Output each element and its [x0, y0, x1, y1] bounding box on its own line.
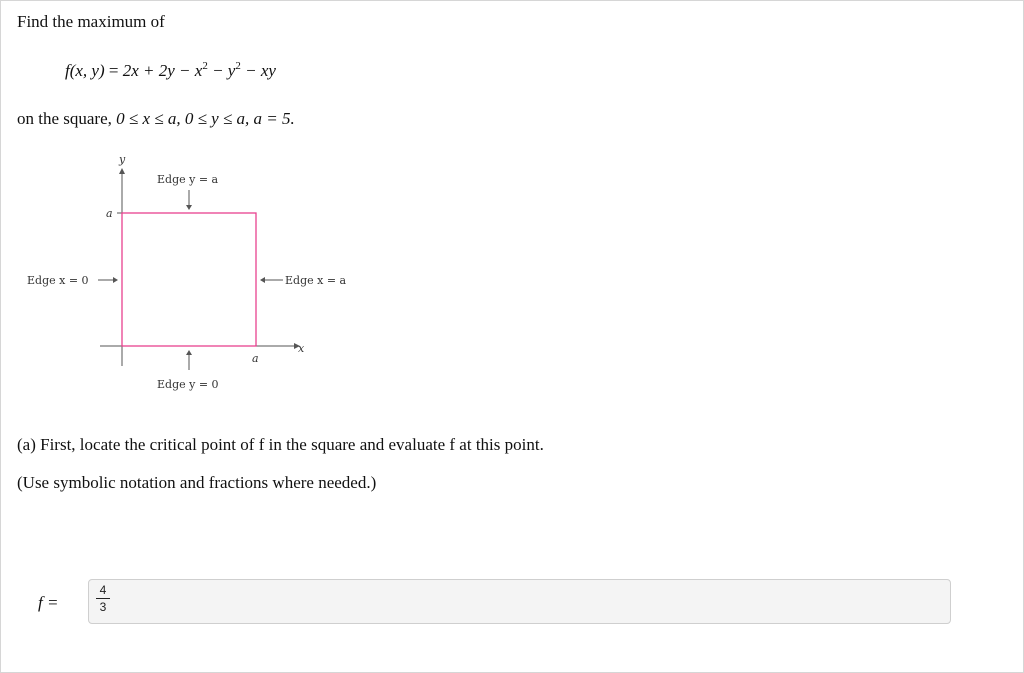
domain-prefix: on the square, [17, 109, 117, 128]
formula-exp-1: 2 [202, 60, 208, 72]
edge-left-label: Edge x = 0 [27, 274, 89, 287]
edge-top-label: Edge y = a [157, 173, 219, 186]
formula-term-1: 2x + 2y − x [122, 61, 203, 80]
square-region [122, 213, 256, 346]
domain-math: 0 ≤ x ≤ a, 0 ≤ y ≤ a, a = 5. [116, 109, 295, 128]
answer-input[interactable] [88, 579, 951, 624]
answer-numerator: 4 [99, 583, 107, 597]
edge-right-label: Edge x = a [285, 274, 347, 287]
part-a-question: (a) First, locate the critical point of f in the square and evaluate f at this point. [17, 435, 544, 454]
edge-bottom-arrow-icon [186, 350, 192, 355]
intro-text: Find the maximum of [17, 12, 165, 31]
y-axis-arrow-icon [119, 168, 125, 174]
answer-label: f = [38, 593, 59, 612]
x-axis-label: x [298, 342, 305, 355]
part-a-note: (Use symbolic notation and fractions where needed.) [17, 473, 377, 492]
formula-eq: = [104, 61, 123, 80]
formula-term-3: − xy [240, 61, 276, 80]
edge-bottom-label: Edge y = 0 [157, 378, 219, 391]
x-tick-a-label: a [252, 352, 259, 365]
fraction-bar [96, 598, 110, 599]
edge-top-arrow-icon [186, 205, 192, 210]
y-axis-label: y [119, 153, 126, 166]
answer-fraction [96, 583, 110, 614]
y-tick-a-label: a [106, 207, 113, 220]
formula-term-2: − y [207, 61, 236, 80]
edge-right-arrow-icon [260, 277, 265, 283]
formula-lhs: f(x, y) [65, 61, 105, 80]
formula-exp-2: 2 [235, 60, 241, 72]
answer-denominator: 3 [99, 600, 107, 614]
edge-left-arrow-icon [113, 277, 118, 283]
